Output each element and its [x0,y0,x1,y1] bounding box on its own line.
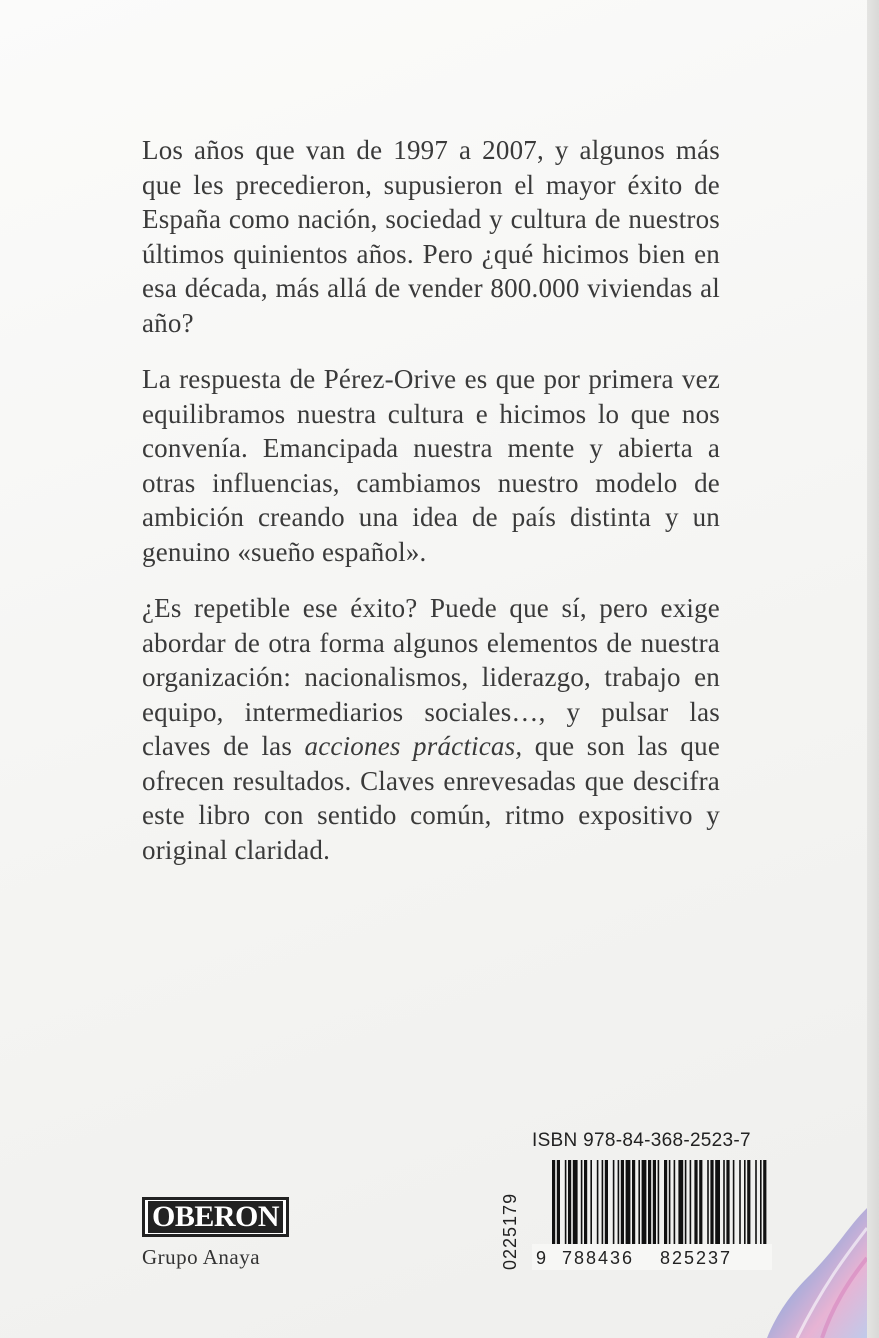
barcode [532,1158,772,1270]
publisher-group-name: Grupo Anaya [142,1245,261,1269]
barcode-bar [755,1160,757,1252]
barcode-bar [760,1160,762,1252]
isbn-number: ISBN 978-84-368-2523-7 [532,1130,751,1151]
barcode-bar [653,1160,656,1252]
barcode-bar [557,1160,560,1252]
barcode-bar [699,1160,702,1252]
barcode-bar [707,1160,709,1252]
barcode-bar [664,1160,667,1252]
barcode-bar [642,1160,647,1252]
barcode-bar [621,1160,624,1252]
barcode-digits-group2: 825237 [660,1248,733,1268]
barcode-bar [690,1160,692,1252]
barcode-bar [573,1160,578,1252]
blurb-paragraph-3-end: que son las que ofrecen resultados. Claves enrevesadas que descifra este libro con sentido común, ritmo expositivo y original claridad. [142,731,721,865]
barcode-bar [710,1160,713,1252]
barcode-area [500,1130,770,1270]
barcode-bar [726,1160,729,1252]
barcode-bar [613,1160,615,1252]
blurb-paragraph-3 [142,591,720,867]
decorative-ribbon [767,1188,867,1338]
barcode-bar [733,1160,735,1252]
barcode-bar [638,1160,640,1252]
barcode-bar [597,1160,599,1252]
barcode-bar [602,1160,604,1252]
oberon-logo [142,1197,289,1237]
blurb-text [142,133,720,889]
page-edge [867,0,879,1338]
barcode-bar [685,1160,687,1252]
blurb-paragraph-1: Los años que van de 1997 a 2007, y algunos más que les precedieron, supusieron el mayor éxito de España como nación, sociedad y cultura de nuestros últimos quinientos años. Pero ¿qué hicimos bien en esa década, más allá de vender 800.000 viviendas al año? [142,135,720,338]
barcode-bar [626,1160,631,1252]
barcode-bar [552,1160,555,1252]
barcode-bar [723,1160,725,1252]
barcode-bar [632,1160,635,1252]
barcode-bar [747,1160,750,1252]
barcode-bar [581,1160,583,1252]
barcode-bar [678,1160,683,1252]
barcode-bar [669,1160,671,1252]
barcode-bar [565,1160,567,1252]
blurb-paragraph-3-start: ¿Es repetible ese éxito? Puede que sí, pero exige abordar de otra forma algunos elementos de nuestra organización: nacionalismos, liderazgo, trabajo en equipo, intermediarios sociales…, y pulsar las claves de las [142,593,720,761]
barcode-digit-first: 9 [536,1248,547,1268]
publisher-block [142,1197,289,1270]
barcode-bar [568,1160,571,1252]
barcode-bar [744,1160,746,1252]
barcode-bar [648,1160,651,1252]
blurb-italic-phrase: acciones prácticas, [304,731,523,761]
barcode-bar [715,1160,720,1252]
barcode-bar [739,1160,741,1252]
side-code: 0225179 [500,1192,520,1270]
barcode-bar [590,1160,592,1252]
barcode-bar [618,1160,620,1252]
blurb-paragraph-2: La respuesta de Pérez-Orive es que por primera vez equilibramos nuestra cultura e hicimos lo que nos convenía. Emancipada nuestra mente y abierta a otras influencias, cambiamos nuestro modelo de ambición creando una idea de país distinta y un genuino «sueño español». [142,364,720,567]
barcode-digits-group1: 788436 [562,1248,635,1268]
barcode-bar [763,1160,766,1252]
barcode-bar [658,1160,660,1252]
barcode-bar [605,1160,608,1252]
barcode-bar [674,1160,676,1252]
oberon-logo-text: OBERON [148,1201,283,1233]
barcode-bar [694,1160,697,1252]
barcode-bar [584,1160,587,1252]
